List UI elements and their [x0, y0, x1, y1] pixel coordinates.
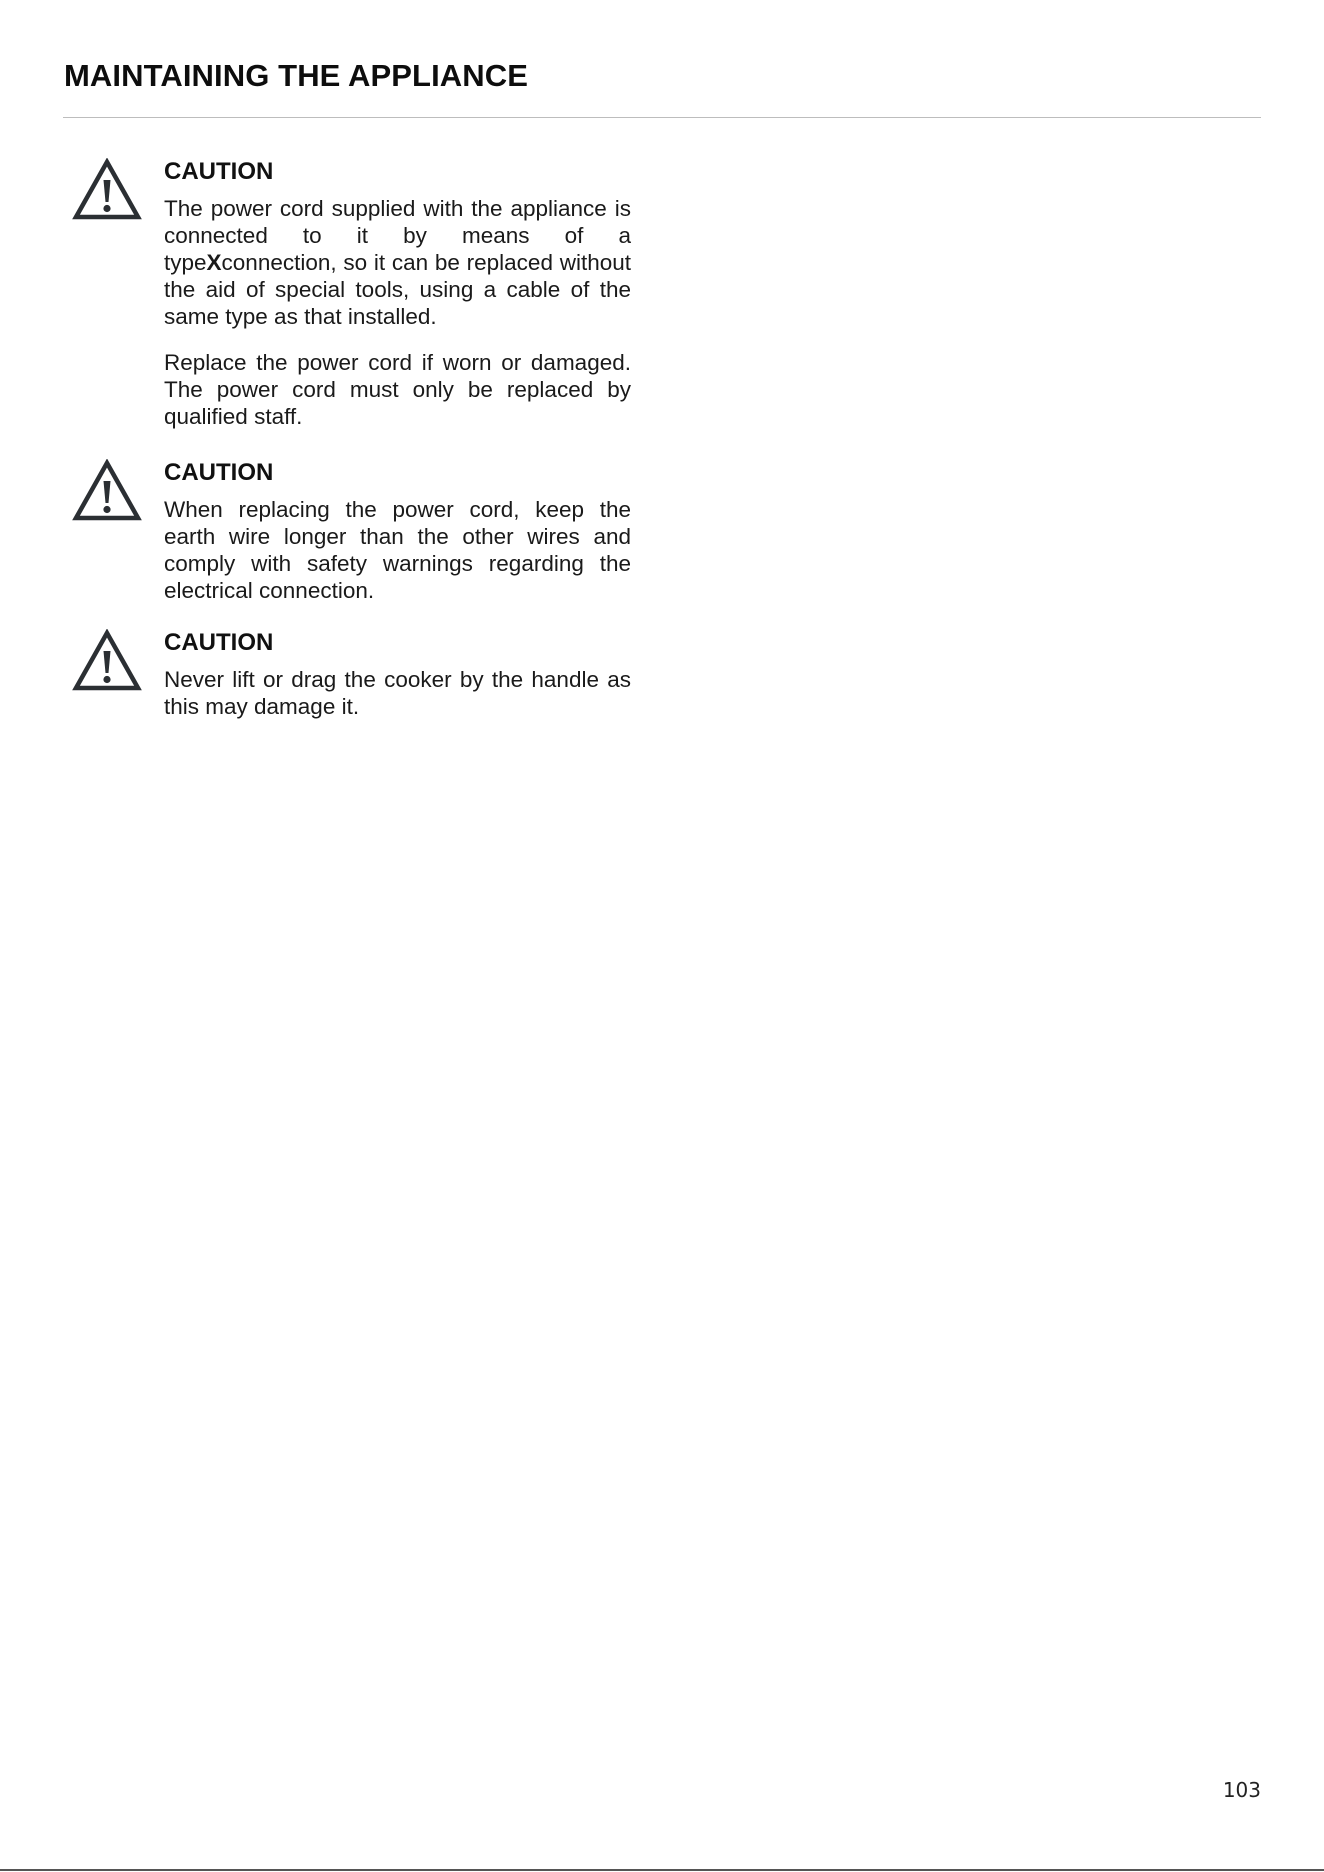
caution-body: [164, 459, 631, 604]
bottom-edge-line: [0, 1869, 1324, 1871]
warning-triangle-icon: [72, 459, 142, 523]
connection-type-letter: X: [206, 250, 222, 275]
caution-text-part: The power cord supplied with the appliance is connected to it by means of a type: [164, 196, 631, 275]
page-number: 103: [1222, 1778, 1261, 1802]
caution-heading: CAUTION: [164, 158, 274, 185]
warning-triangle-icon: [72, 629, 142, 693]
caution-heading: CAUTION: [164, 629, 274, 656]
caution-text: When replacing the power cord, keep the earth wire longer than the other wires and comply with safety warnings regarding the electrical connection.: [164, 497, 631, 603]
caution-text: [164, 195, 631, 330]
caution-text: Never lift or drag the cooker by the handle as this may damage it.: [164, 667, 631, 719]
caution-text-part: connection, so it can be replaced without the aid of special tools, using a cable of the same type as that installed.: [164, 250, 631, 329]
title-divider: [63, 117, 1261, 118]
caution-body: [164, 629, 631, 720]
warning-triangle-icon: [72, 158, 142, 222]
page-title: MAINTAINING THE APPLIANCE: [64, 58, 529, 93]
caution-heading: CAUTION: [164, 459, 274, 486]
caution-body: [164, 158, 631, 430]
caution-text: Replace the power cord if worn or damaged. The power cord must only be replaced by qualified staff.: [164, 350, 631, 429]
